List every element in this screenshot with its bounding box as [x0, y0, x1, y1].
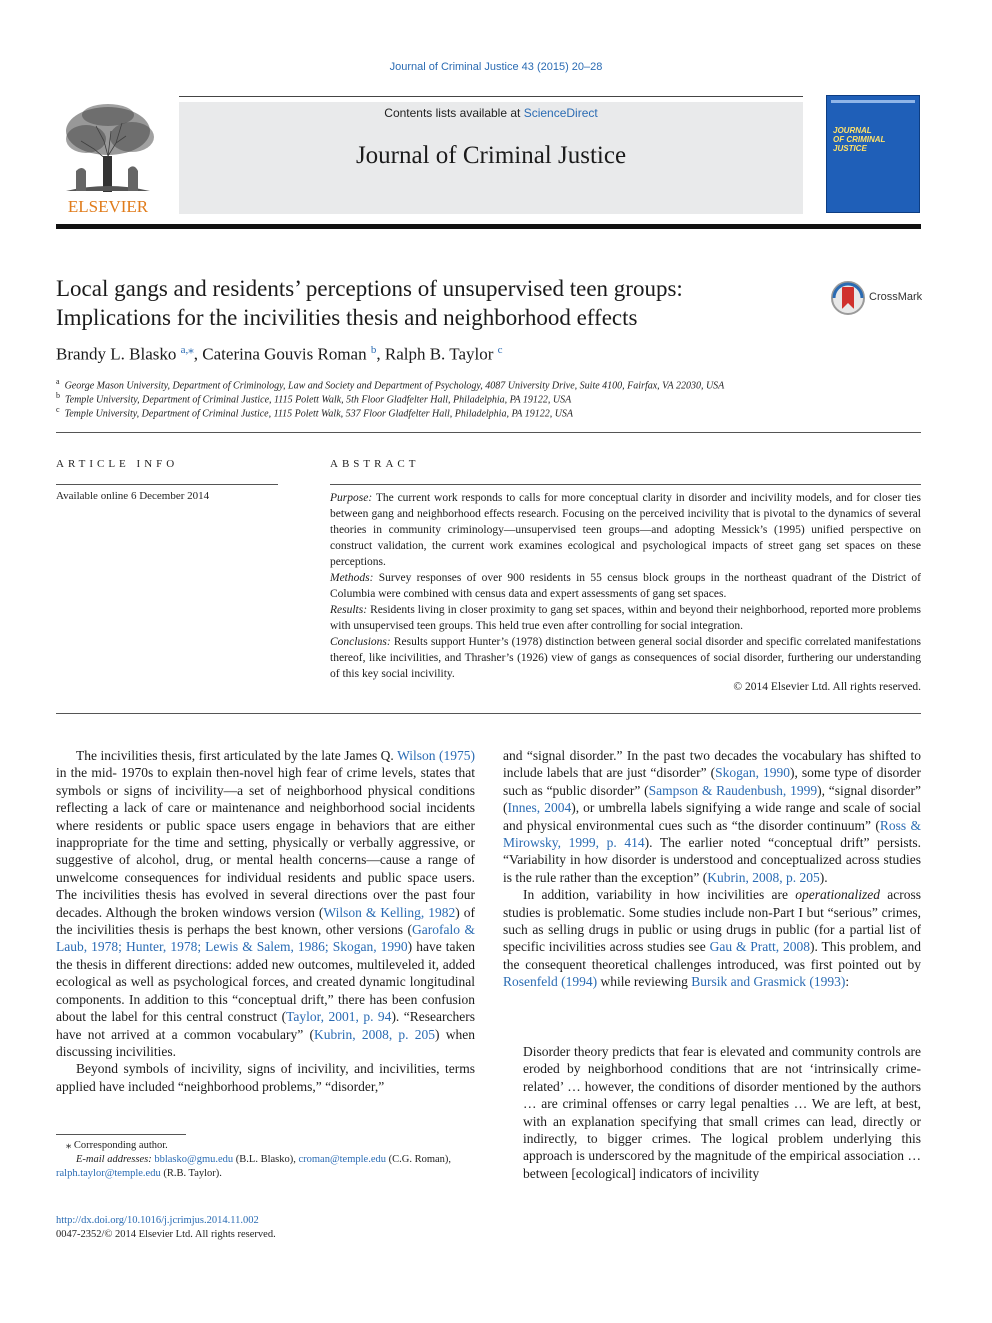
abstract-heading: ABSTRACT: [330, 458, 420, 470]
text-run: ) when discussing incivilities.: [56, 1026, 475, 1059]
body-column-right: [503, 747, 921, 991]
citation-link[interactable]: Gau & Pratt, 2008: [709, 939, 810, 955]
text-run: Beyond symbols of incivility, signs of incivility, and incivilities, terms applied have included “neighborhood problems,” “disorder,”: [56, 1061, 475, 1094]
text-run: ), or umbrella labels signifying a wide range and scale of social and physical environmental cues such as “the disorder continuum” (: [503, 800, 921, 833]
author-affiliation-marker[interactable]: c: [497, 344, 503, 356]
email-link[interactable]: bblasko@gmu.edu: [154, 1154, 234, 1165]
section-divider: [56, 432, 921, 433]
cover-title: JOURNAL OF CRIMINAL JUSTICE: [833, 126, 886, 153]
body-paragraph-continued: [503, 747, 921, 886]
citation-link[interactable]: Wilson & Kelling, 1982: [323, 904, 456, 920]
citation-link[interactable]: Innes, 2004: [507, 800, 572, 816]
text-run: and “signal disorder.” In the past two decades the vocabulary has shifted to include labels that are just “disorder” (: [503, 748, 921, 781]
text-run: across studies is problematic. Some studies include non-Part I but “serious” crimes, such as selling drugs in public or using drugs in public (for a partial list of specific incivilities across studies see: [503, 887, 921, 955]
body-paragraph: [56, 1060, 475, 1095]
text-run: ), some type of disorder such as “public disorder” (: [503, 765, 922, 798]
author-name: Caterina Gouvis Roman: [202, 344, 367, 364]
email-link[interactable]: croman@temple.edu: [298, 1154, 386, 1165]
text-run: ).: [819, 869, 828, 885]
author-name: Ralph B. Taylor: [384, 344, 494, 364]
abstract-rule: [330, 484, 921, 485]
citation-link[interactable]: Ross & Mirowsky, 1999, p. 414: [503, 817, 922, 851]
header-top-rule: [179, 96, 803, 97]
text-run: ), “signal disorder” (: [503, 782, 922, 816]
citation-link[interactable]: Kubrin, 2008, p. 205: [707, 869, 820, 885]
doi-link[interactable]: http://dx.doi.org/10.1016/j.jcrimjus.2014.11.002: [56, 1215, 259, 1226]
text-run: ). The earlier noted “conceptual drift” persists. “Variability in how disorder is understood and conceptualized across studies is the rule rather than the exception” (: [503, 835, 921, 885]
body-paragraph: [503, 886, 921, 990]
citation-link[interactable]: Skogan, 1990: [715, 765, 790, 781]
citation-link[interactable]: Wilson (1975): [397, 748, 475, 763]
tree-icon: [56, 101, 160, 217]
journal-reference-link[interactable]: Journal of Criminal Justice 43 (2015) 20–28: [389, 61, 603, 73]
citation-link[interactable]: Sampson & Raudenbush, 1999: [648, 782, 818, 798]
journal-name: Journal of Criminal Justice: [355, 142, 627, 169]
elsevier-wordmark: ELSEVIER: [67, 197, 149, 216]
text-run: ) have taken the thesis in different directions: added new outcomes, multileveled it, added ecological as well as psychological forces, and created dynamic longitudinal components. In addition to this “conceptual drift,” there has been confusion about the label for this central construct (: [56, 939, 475, 1025]
text-run: In addition, variability in how incivilities are: [523, 887, 796, 903]
crossmark-label: CrossMark: [869, 291, 923, 303]
citation-link[interactable]: Taylor, 2001, p. 94: [286, 1009, 392, 1025]
journal-banner: [179, 102, 803, 214]
email-addresses-cont: ralph.taylor@temple.edu (R.B. Taylor).: [56, 1168, 222, 1179]
abstract-results: Results: Residents living in closer proximity to gang set spaces, within and beyond their neighborhood, reported more problems with unsupervised teen groups. This held true even after controlling for social integration.: [330, 604, 921, 632]
article-info-heading: ARTICLE INFO: [56, 458, 179, 470]
text-run: ) of the incivilities thesis is perhaps the best known, other versions (: [56, 904, 476, 938]
article-info-rule: [56, 484, 278, 485]
doi-block: [56, 1214, 276, 1242]
body-paragraph: [56, 747, 475, 1060]
email-addresses: E-mail addresses: bblasko@gmu.edu (B.L. Blasko), croman@temple.edu (C.G. Roman),: [76, 1154, 452, 1165]
article-title: Local gangs and residents’ perceptions of unsupervised teen groups: Implications for the incivilities thesis and neighborhood effects: [56, 276, 683, 330]
footnote-rule: [56, 1134, 186, 1135]
text-run: in the mid- 1970s to explain then-novel high fear of crime levels, states that symbols or signs of incivility—a set of neighborhood physical conditions reflecting a lack of care or maintenance and neighborhood social incidents where residents or public space users engage in behaviors that are either inappropriate for the time and setting, physically or verbally aggressive, or suggestive of alcohol, drug, or mental health concerns—cause a range of unwelcome consequences for individual residents and public space users. The incivilities thesis has evolved in several directions over the past four decades. Although the broken windows version (: [56, 765, 475, 920]
journal-cover-image[interactable]: [826, 95, 920, 213]
abstract-copyright: © 2014 Elsevier Ltd. All rights reserved.: [733, 681, 921, 693]
affiliation: $^b$ Temple University, Department of Criminal Justice, 1115 Polett Walk, 5th Floor Gladfelter Hall, Philadelphia, PA 19122, USA: [56, 391, 572, 406]
corresponding-author-note: ⁎ Corresponding author.: [66, 1140, 168, 1151]
author-affiliation-marker[interactable]: a,⁎: [180, 344, 194, 356]
citation-link[interactable]: Kubrin, 2008, p. 205: [313, 1026, 436, 1042]
abstract-conclusions: Conclusions: Results support Hunter’s (1978) distinction between general social disorder and specific correlated manifestations thereof, like incivilities, and Thrasher’s (1926) view of gangs as consequences of social disorder, furthering our understanding of this key social incivility.: [330, 636, 921, 680]
author-affiliation-marker[interactable]: b: [370, 344, 377, 356]
crossmark-badge[interactable]: [830, 280, 930, 316]
author-list: Brandy L. Blasko $^{a,⁎}$, Caterina Gouvis Roman $^b$, Ralph B. Taylor $^c$: [56, 344, 503, 364]
contents-line: Contents lists available at ScienceDirect: [384, 106, 598, 120]
text-run: ). This problem, and the consequent theoretical challenges introduced, was first pointed out by: [503, 939, 921, 972]
cover-top-bar: [831, 100, 915, 103]
email-link[interactable]: ralph.taylor@temple.edu: [56, 1168, 161, 1179]
affiliation: $^a$ George Mason University, Department of Criminology, Law and Society and Department of Psychology, 4087 University Drive, Suite 4100, Fairfax, VA 22030, USA: [56, 377, 725, 392]
text-run: :: [845, 974, 850, 990]
footnotes: [56, 1139, 476, 1181]
text-run: while reviewing: [597, 974, 692, 990]
citation-link[interactable]: Garofalo & Laub, 1978; Hunter, 1978; Lewis & Salem, 1986; Skogan, 1990: [56, 922, 475, 955]
abstract-purpose: Purpose: The current work responds to calls for more conceptual clarity in disorder and incivility models, and for closer ties between gang and neighborhood effects research. Focusing on the perceived incivility that is pivotal to the dynamics of several theories in community criminology—unsupervised teen groups—and adopting Messick’s (1995) unified perspective on construct validation, the current work examines ecological and psychological impacts of street gang set spaces on these perceptions.: [330, 492, 921, 568]
body-column-left: [56, 747, 475, 1095]
issn-copyright: 0047-2352/© 2014 Elsevier Ltd. All rights reserved.: [56, 1229, 276, 1240]
section-divider: [56, 713, 921, 714]
affiliation: $^c$ Temple University, Department of Criminal Justice, 1115 Polett Walk, 537 Floor Gladfelter Hall, Philadelphia, PA 19122, USA: [56, 405, 574, 420]
citation-link[interactable]: Bursik and Grasmick (1993): [691, 974, 846, 990]
text-run: The incivilities thesis, first articulated by the late James Q.: [76, 748, 398, 763]
abstract-methods: Methods: Survey responses of over 900 residents in 55 census block groups in the northeast quadrant of the District of Columbia were combined with census data and expert assessments of gang set spaces.: [330, 572, 921, 600]
header-divider: [56, 224, 921, 229]
available-online-date: Available online 6 December 2014: [56, 490, 210, 502]
block-quote: Disorder theory predicts that fear is elevated and community controls are eroded by neighborhood conditions that are not ‘intrinsically crime-related’ … however, the conditions of disorder mentioned by the authors … are criminal offenses or carry legal penalties … We are left, at best, with an explanation specifying that small crimes can lead, directly or indirectly, to bigger crimes. The logical problem underlying this approach is underscored by the magnitude of the empirical association … between [ecological] indicators of incivility: [523, 1044, 921, 1181]
text-run: ). “Researchers have not arrived at a common vocabulary” (: [56, 1009, 475, 1042]
emphasis: operationalized: [795, 887, 881, 903]
crossmark-icon: [830, 280, 866, 316]
author-name: Brandy L. Blasko: [56, 344, 177, 364]
sciencedirect-link[interactable]: ScienceDirect: [523, 106, 598, 120]
abstract-text: [330, 490, 921, 682]
citation-link[interactable]: Rosenfeld (1994): [503, 974, 598, 990]
elsevier-logo: [56, 101, 160, 217]
